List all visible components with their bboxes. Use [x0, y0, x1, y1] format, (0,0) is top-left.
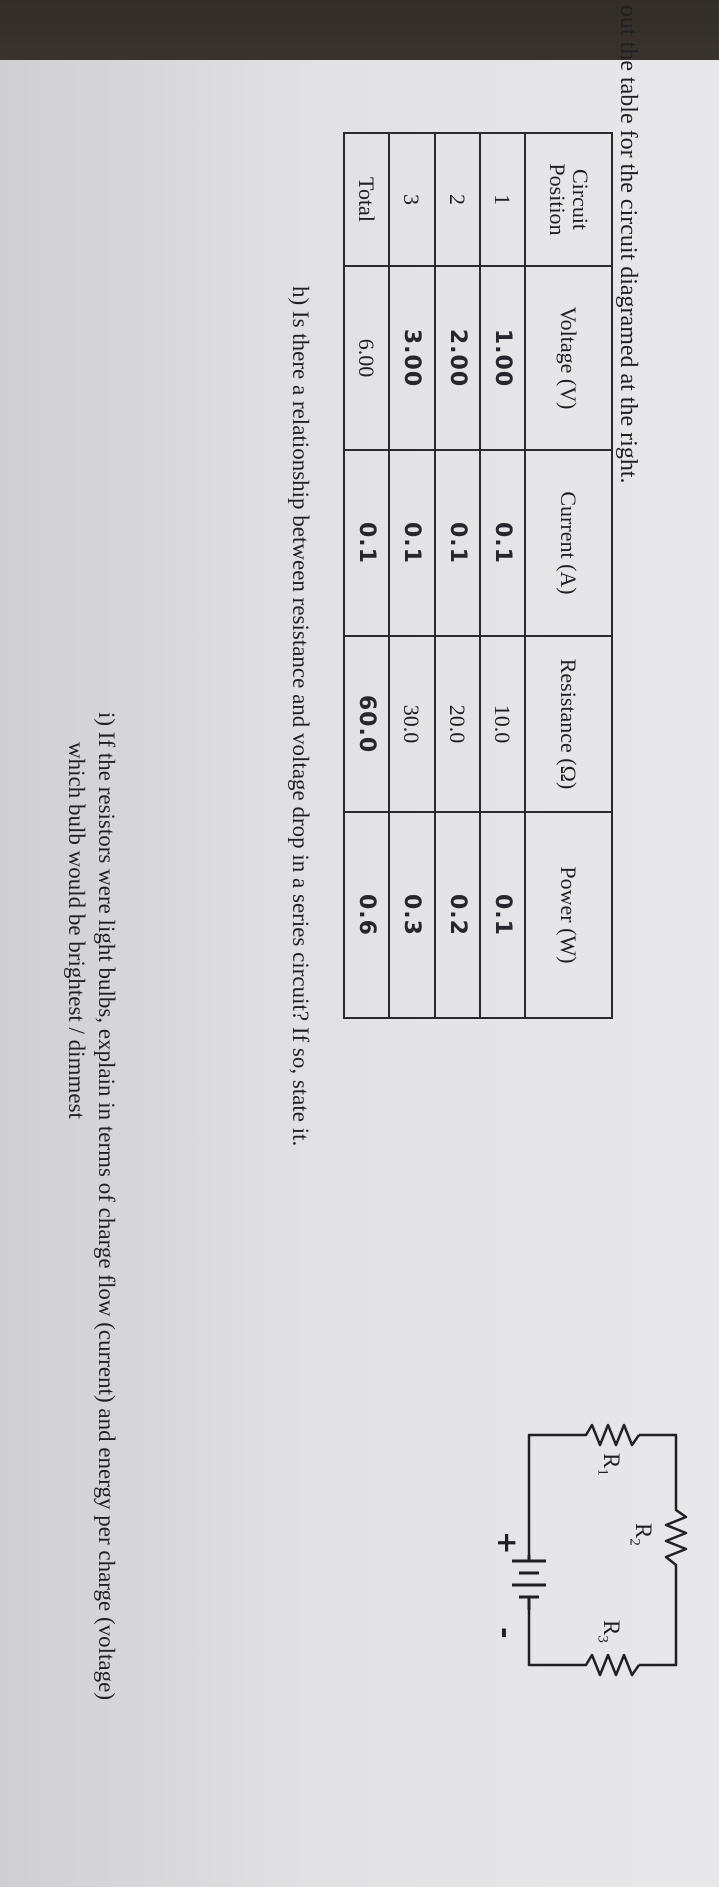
label-r1: $R_1$ [594, 1453, 624, 1476]
header-power: Power (W) [525, 812, 612, 1018]
table-row [389, 133, 434, 1018]
cell-power: 0.6 [344, 812, 389, 1018]
header-voltage: Voltage (V) [525, 266, 612, 450]
table-row [344, 133, 389, 1018]
cell-resistance: 30.0 [389, 636, 434, 812]
label-r3: $R_3$ [594, 1620, 624, 1643]
cell-current: 0.1 [480, 450, 525, 636]
header-resistance: Resistance (Ω) [525, 636, 612, 812]
cell-voltage: 1.00 [480, 266, 525, 450]
cell-current: 0.1 [389, 450, 434, 636]
cell-power: 0.3 [389, 812, 434, 1018]
question-h: h) Is there a relationship between resistance and voltage drop in a series circuit? If so, state it. [288, 286, 313, 1147]
battery-icon [512, 1555, 546, 1610]
table-row [480, 133, 525, 1018]
wire-top [639, 1435, 686, 1665]
cell-power: 0.2 [435, 812, 480, 1018]
circuit-diagram [484, 1415, 694, 1715]
cell-voltage: 3.00 [389, 266, 434, 450]
cell-current: 0.1 [435, 450, 480, 636]
header-current: Current (A) [525, 450, 612, 636]
table-row [435, 133, 480, 1018]
cell-position: Total [344, 133, 389, 266]
circuit-table [343, 132, 613, 1019]
question-i-line1: i) If the resistors were light bulbs, explain in terms of charge flow (current) and energy per charge (voltage) [94, 712, 119, 1701]
cell-position: 2 [435, 133, 480, 266]
table-header-row [525, 133, 612, 1018]
cell-power: 0.1 [480, 812, 525, 1018]
cell-position: 3 [389, 133, 434, 266]
cell-voltage: 6.00 [344, 266, 389, 450]
circuit-wiring [484, 1415, 694, 1715]
minus-sign: - [489, 1627, 522, 1639]
cell-resistance: 60.0 [344, 636, 389, 812]
cell-voltage: 2.00 [435, 266, 480, 450]
question-i-line2: which bulb would be brightest / dimmest [64, 742, 89, 1119]
header-position: Circuit Position [525, 133, 612, 266]
label-r2: $R_2$ [626, 1523, 656, 1546]
instruction-text: out the table for the circuit diagramed at the right. [615, 5, 641, 484]
cell-resistance: 20.0 [435, 636, 480, 812]
cell-resistance: 10.0 [480, 636, 525, 812]
cell-position: 1 [480, 133, 525, 266]
cell-current: 0.1 [344, 450, 389, 636]
plus-sign: + [491, 1531, 524, 1555]
resistor-r1-zigzag [529, 1425, 639, 1555]
